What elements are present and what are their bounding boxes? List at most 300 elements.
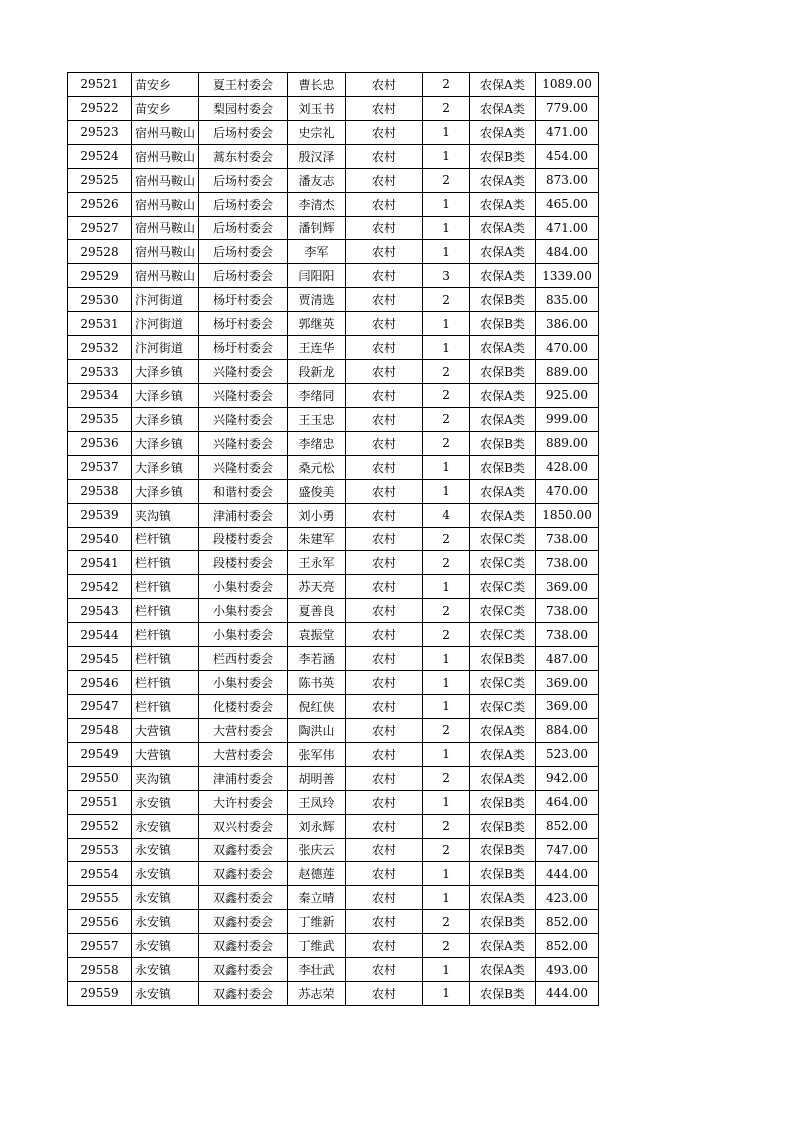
table-row [68,694,599,718]
cell-name: 袁振堂 [288,623,346,647]
cell-township: 栏杆镇 [132,647,199,671]
cell-member-count: 1 [423,216,470,240]
cell-village: 杨圩村委会 [199,312,288,336]
cell-amount: 738.00 [536,599,599,623]
cell-village: 大许村委会 [199,790,288,814]
cell-household-type: 农村 [346,96,423,120]
cell-id: 29559 [68,982,132,1006]
cell-household-type: 农村 [346,838,423,862]
cell-name: 潘友志 [288,168,346,192]
cell-category: 农保C类 [470,527,536,551]
cell-category: 农保B类 [470,647,536,671]
cell-category: 农保B类 [470,455,536,479]
cell-amount: 471.00 [536,120,599,144]
table-row [68,120,599,144]
cell-name: 闫阳阳 [288,264,346,288]
cell-household-type: 农村 [346,431,423,455]
cell-id: 29535 [68,407,132,431]
cell-name: 李绪同 [288,383,346,407]
cell-township: 大泽乡镇 [132,407,199,431]
cell-category: 农保B类 [470,910,536,934]
cell-id: 29539 [68,503,132,527]
table-row [68,312,599,336]
cell-category: 农保A类 [470,479,536,503]
cell-id: 29546 [68,671,132,695]
cell-amount: 470.00 [536,336,599,360]
cell-township: 宿州马鞍山 [132,240,199,264]
cell-id: 29544 [68,623,132,647]
cell-township: 大营镇 [132,742,199,766]
cell-township: 宿州马鞍山 [132,144,199,168]
cell-amount: 738.00 [536,623,599,647]
cell-amount: 852.00 [536,934,599,958]
cell-category: 农保A类 [470,407,536,431]
cell-household-type: 农村 [346,336,423,360]
cell-township: 永安镇 [132,838,199,862]
cell-id: 29542 [68,575,132,599]
cell-category: 农保B类 [470,431,536,455]
cell-township: 宿州马鞍山 [132,192,199,216]
cell-household-type: 农村 [346,982,423,1006]
cell-household-type: 农村 [346,455,423,479]
cell-township: 汴河街道 [132,336,199,360]
cell-id: 29545 [68,647,132,671]
cell-township: 大泽乡镇 [132,479,199,503]
cell-member-count: 2 [423,766,470,790]
cell-amount: 1850.00 [536,503,599,527]
cell-amount: 471.00 [536,216,599,240]
cell-category: 农保B类 [470,360,536,384]
cell-category: 农保B类 [470,838,536,862]
table-row [68,336,599,360]
cell-village: 双鑫村委会 [199,838,288,862]
table-row [68,575,599,599]
cell-household-type: 农村 [346,599,423,623]
cell-amount: 889.00 [536,431,599,455]
cell-village: 津浦村委会 [199,766,288,790]
cell-amount: 465.00 [536,192,599,216]
cell-name: 苏天亮 [288,575,346,599]
table-row [68,288,599,312]
cell-household-type: 农村 [346,192,423,216]
cell-household-type: 农村 [346,671,423,695]
cell-amount: 369.00 [536,694,599,718]
cell-category: 农保A类 [470,886,536,910]
cell-household-type: 农村 [346,383,423,407]
cell-amount: 470.00 [536,479,599,503]
cell-category: 农保A类 [470,216,536,240]
cell-name: 桑元松 [288,455,346,479]
cell-name: 史宗礼 [288,120,346,144]
cell-member-count: 1 [423,790,470,814]
cell-id: 29528 [68,240,132,264]
cell-name: 潘钊辉 [288,216,346,240]
cell-amount: 873.00 [536,168,599,192]
cell-member-count: 1 [423,982,470,1006]
cell-township: 苗安乡 [132,73,199,97]
cell-name: 丁维新 [288,910,346,934]
cell-household-type: 农村 [346,503,423,527]
cell-amount: 369.00 [536,671,599,695]
cell-name: 朱建军 [288,527,346,551]
cell-id: 29543 [68,599,132,623]
cell-village: 后场村委会 [199,192,288,216]
table-row [68,503,599,527]
cell-township: 苗安乡 [132,96,199,120]
cell-village: 双鑫村委会 [199,982,288,1006]
cell-id: 29532 [68,336,132,360]
cell-township: 栏杆镇 [132,551,199,575]
cell-id: 29548 [68,718,132,742]
cell-amount: 386.00 [536,312,599,336]
table-row [68,527,599,551]
cell-amount: 1089.00 [536,73,599,97]
cell-name: 李军 [288,240,346,264]
table-row [68,599,599,623]
cell-member-count: 2 [423,288,470,312]
cell-township: 夹沟镇 [132,766,199,790]
cell-id: 29530 [68,288,132,312]
cell-id: 29526 [68,192,132,216]
cell-member-count: 1 [423,144,470,168]
cell-village: 小集村委会 [199,575,288,599]
cell-member-count: 2 [423,383,470,407]
cell-household-type: 农村 [346,479,423,503]
cell-amount: 884.00 [536,718,599,742]
cell-amount: 889.00 [536,360,599,384]
cell-category: 农保B类 [470,312,536,336]
cell-id: 29522 [68,96,132,120]
cell-member-count: 2 [423,814,470,838]
table-row [68,718,599,742]
cell-name: 李壮武 [288,958,346,982]
cell-village: 大营村委会 [199,742,288,766]
cell-township: 大泽乡镇 [132,455,199,479]
cell-village: 津浦村委会 [199,503,288,527]
cell-amount: 852.00 [536,910,599,934]
cell-township: 夹沟镇 [132,503,199,527]
cell-id: 29531 [68,312,132,336]
cell-amount: 444.00 [536,862,599,886]
cell-household-type: 农村 [346,886,423,910]
cell-category: 农保B类 [470,144,536,168]
cell-id: 29529 [68,264,132,288]
table-row [68,910,599,934]
cell-name: 陶洪山 [288,718,346,742]
cell-category: 农保C类 [470,671,536,695]
cell-amount: 835.00 [536,288,599,312]
cell-township: 栏杆镇 [132,599,199,623]
cell-village: 双兴村委会 [199,814,288,838]
cell-village: 化楼村委会 [199,694,288,718]
cell-name: 张军伟 [288,742,346,766]
cell-amount: 428.00 [536,455,599,479]
cell-name: 王永军 [288,551,346,575]
table-row [68,479,599,503]
cell-village: 双鑫村委会 [199,886,288,910]
table-row [68,407,599,431]
cell-amount: 942.00 [536,766,599,790]
cell-amount: 454.00 [536,144,599,168]
cell-category: 农保B类 [470,790,536,814]
cell-village: 和谐村委会 [199,479,288,503]
table-row [68,790,599,814]
cell-amount: 369.00 [536,575,599,599]
cell-name: 刘小勇 [288,503,346,527]
table-row [68,192,599,216]
cell-township: 栏杆镇 [132,694,199,718]
cell-township: 大泽乡镇 [132,360,199,384]
cell-village: 双鑫村委会 [199,910,288,934]
cell-id: 29527 [68,216,132,240]
cell-category: 农保C类 [470,575,536,599]
cell-amount: 484.00 [536,240,599,264]
table-row [68,671,599,695]
table-row [68,551,599,575]
cell-amount: 925.00 [536,383,599,407]
cell-village: 兴隆村委会 [199,360,288,384]
cell-name: 陈书英 [288,671,346,695]
cell-id: 29521 [68,73,132,97]
cell-household-type: 农村 [346,216,423,240]
cell-township: 永安镇 [132,958,199,982]
cell-id: 29536 [68,431,132,455]
cell-name: 王玉忠 [288,407,346,431]
cell-id: 29524 [68,144,132,168]
cell-village: 段楼村委会 [199,551,288,575]
cell-member-count: 2 [423,407,470,431]
table-row [68,431,599,455]
cell-category: 农保A类 [470,718,536,742]
cell-amount: 779.00 [536,96,599,120]
cell-category: 农保B类 [470,982,536,1006]
cell-category: 农保A类 [470,742,536,766]
cell-village: 段楼村委会 [199,527,288,551]
cell-amount: 747.00 [536,838,599,862]
cell-village: 小集村委会 [199,623,288,647]
cell-member-count: 2 [423,934,470,958]
cell-village: 兴隆村委会 [199,383,288,407]
cell-member-count: 2 [423,431,470,455]
cell-name: 段新龙 [288,360,346,384]
cell-id: 29556 [68,910,132,934]
table-row [68,73,599,97]
cell-member-count: 4 [423,503,470,527]
cell-id: 29525 [68,168,132,192]
records-table [67,72,599,1006]
cell-township: 汴河街道 [132,312,199,336]
cell-category: 农保A类 [470,934,536,958]
cell-amount: 423.00 [536,886,599,910]
cell-member-count: 2 [423,623,470,647]
cell-household-type: 农村 [346,240,423,264]
cell-member-count: 2 [423,599,470,623]
cell-village: 梨园村委会 [199,96,288,120]
cell-category: 农保A类 [470,168,536,192]
cell-category: 农保A类 [470,96,536,120]
cell-village: 杨圩村委会 [199,336,288,360]
cell-township: 永安镇 [132,814,199,838]
cell-member-count: 2 [423,527,470,551]
cell-category: 农保A类 [470,120,536,144]
cell-name: 张庆云 [288,838,346,862]
table-row [68,958,599,982]
cell-category: 农保C类 [470,694,536,718]
cell-village: 兴隆村委会 [199,455,288,479]
cell-member-count: 1 [423,575,470,599]
cell-village: 后场村委会 [199,120,288,144]
cell-name: 郭继英 [288,312,346,336]
cell-id: 29537 [68,455,132,479]
cell-household-type: 农村 [346,264,423,288]
cell-category: 农保A类 [470,240,536,264]
cell-township: 永安镇 [132,790,199,814]
cell-member-count: 3 [423,264,470,288]
cell-name: 贾清选 [288,288,346,312]
cell-category: 农保B类 [470,814,536,838]
cell-household-type: 农村 [346,958,423,982]
cell-household-type: 农村 [346,694,423,718]
cell-village: 后场村委会 [199,168,288,192]
cell-household-type: 农村 [346,312,423,336]
cell-member-count: 1 [423,120,470,144]
cell-category: 农保B类 [470,862,536,886]
cell-name: 刘玉书 [288,96,346,120]
cell-household-type: 农村 [346,551,423,575]
cell-household-type: 农村 [346,360,423,384]
cell-id: 29534 [68,383,132,407]
table-row [68,240,599,264]
cell-category: 农保A类 [470,192,536,216]
cell-village: 后场村委会 [199,264,288,288]
cell-id: 29552 [68,814,132,838]
cell-member-count: 2 [423,360,470,384]
cell-member-count: 1 [423,479,470,503]
table-row [68,886,599,910]
cell-township: 永安镇 [132,934,199,958]
cell-village: 后场村委会 [199,240,288,264]
cell-category: 农保A类 [470,766,536,790]
cell-amount: 464.00 [536,790,599,814]
cell-amount: 487.00 [536,647,599,671]
cell-township: 永安镇 [132,982,199,1006]
cell-household-type: 农村 [346,527,423,551]
cell-member-count: 2 [423,168,470,192]
cell-id: 29551 [68,790,132,814]
cell-township: 栏杆镇 [132,575,199,599]
cell-household-type: 农村 [346,718,423,742]
cell-amount: 444.00 [536,982,599,1006]
cell-household-type: 农村 [346,814,423,838]
cell-household-type: 农村 [346,168,423,192]
cell-amount: 999.00 [536,407,599,431]
cell-member-count: 1 [423,312,470,336]
cell-id: 29550 [68,766,132,790]
cell-household-type: 农村 [346,647,423,671]
cell-village: 杨圩村委会 [199,288,288,312]
table-row [68,216,599,240]
cell-name: 殷汉泽 [288,144,346,168]
cell-member-count: 2 [423,73,470,97]
cell-household-type: 农村 [346,120,423,144]
table-row [68,360,599,384]
cell-member-count: 1 [423,958,470,982]
cell-township: 栏杆镇 [132,671,199,695]
table-row [68,455,599,479]
cell-household-type: 农村 [346,862,423,886]
table-row [68,144,599,168]
cell-township: 宿州马鞍山 [132,264,199,288]
cell-category: 农保B类 [470,288,536,312]
cell-member-count: 1 [423,336,470,360]
cell-village: 大营村委会 [199,718,288,742]
cell-village: 双鑫村委会 [199,958,288,982]
cell-member-count: 2 [423,718,470,742]
cell-id: 29523 [68,120,132,144]
cell-village: 兴隆村委会 [199,431,288,455]
cell-household-type: 农村 [346,766,423,790]
cell-township: 大泽乡镇 [132,383,199,407]
cell-amount: 852.00 [536,814,599,838]
cell-category: 农保A类 [470,383,536,407]
cell-name: 苏志荣 [288,982,346,1006]
table-row [68,742,599,766]
cell-member-count: 1 [423,886,470,910]
cell-household-type: 农村 [346,790,423,814]
cell-household-type: 农村 [346,73,423,97]
table-row [68,814,599,838]
table-row [68,982,599,1006]
cell-township: 大营镇 [132,718,199,742]
cell-name: 秦立晴 [288,886,346,910]
cell-id: 29558 [68,958,132,982]
cell-category: 农保C类 [470,599,536,623]
cell-township: 汴河街道 [132,288,199,312]
cell-id: 29554 [68,862,132,886]
cell-amount: 738.00 [536,527,599,551]
cell-township: 栏杆镇 [132,527,199,551]
cell-name: 胡明善 [288,766,346,790]
cell-category: 农保A类 [470,73,536,97]
cell-category: 农保A类 [470,336,536,360]
cell-household-type: 农村 [346,742,423,766]
cell-member-count: 2 [423,551,470,575]
table-row [68,934,599,958]
cell-id: 29538 [68,479,132,503]
cell-village: 小集村委会 [199,599,288,623]
cell-name: 李若涵 [288,647,346,671]
cell-name: 曹长忠 [288,73,346,97]
cell-amount: 523.00 [536,742,599,766]
cell-village: 栏西村委会 [199,647,288,671]
cell-name: 丁维武 [288,934,346,958]
table-row [68,862,599,886]
cell-household-type: 农村 [346,623,423,647]
cell-township: 宿州马鞍山 [132,168,199,192]
cell-id: 29547 [68,694,132,718]
cell-township: 永安镇 [132,862,199,886]
cell-id: 29540 [68,527,132,551]
cell-household-type: 农村 [346,910,423,934]
cell-member-count: 1 [423,647,470,671]
table-row [68,766,599,790]
cell-village: 双鑫村委会 [199,862,288,886]
table-row [68,623,599,647]
cell-amount: 493.00 [536,958,599,982]
cell-township: 永安镇 [132,886,199,910]
cell-member-count: 2 [423,96,470,120]
cell-village: 双鑫村委会 [199,934,288,958]
